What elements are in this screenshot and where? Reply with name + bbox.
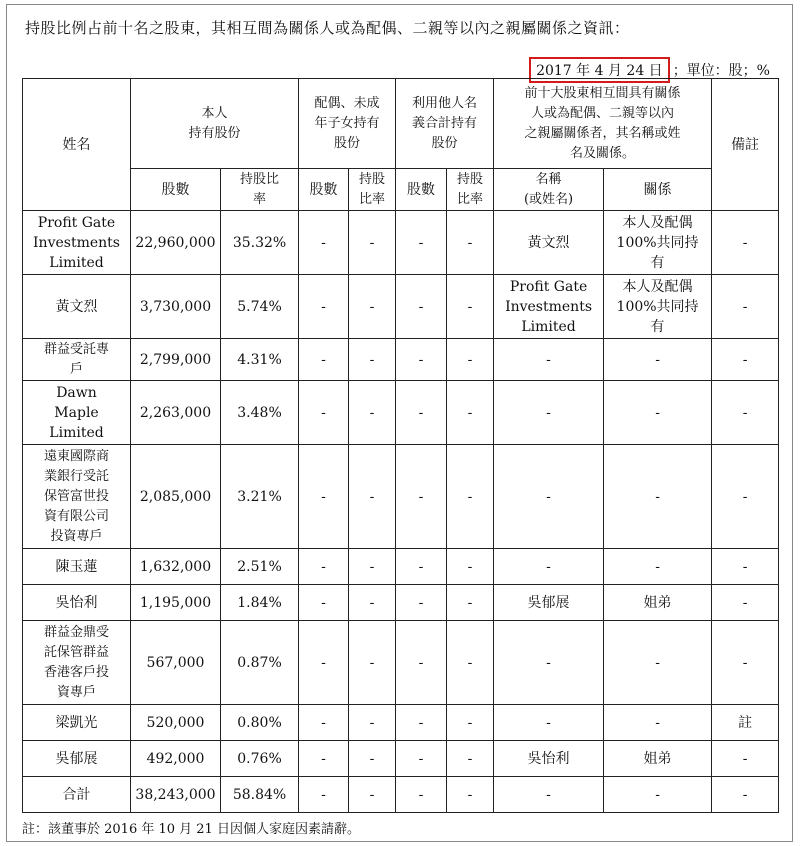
- cell-ratio: 35.32%: [221, 211, 299, 275]
- table-row: [23, 275, 779, 339]
- cell-shares: 3,730,000: [131, 275, 221, 339]
- cell-sp-ratio: -: [349, 445, 396, 549]
- cell-remark: -: [712, 741, 779, 777]
- cell-remark: -: [712, 621, 779, 705]
- cell-shares: 1,632,000: [131, 549, 221, 585]
- cell-rel-name: -: [494, 705, 604, 741]
- cell-sp-shares: -: [299, 381, 349, 445]
- cell-nm-shares: -: [396, 705, 447, 741]
- cell-relation: -: [604, 549, 712, 585]
- cell-ratio: 3.21%: [221, 445, 299, 549]
- date-highlight: 2017 年 4 月 24 日: [529, 57, 670, 83]
- cell-sp-ratio: -: [349, 777, 396, 813]
- cell-name: 陳玉蓮: [23, 549, 131, 585]
- cell-shares: 22,960,000: [131, 211, 221, 275]
- header-name: 姓名: [23, 79, 131, 211]
- cell-name: 吳郁展: [23, 741, 131, 777]
- cell-nm-shares: -: [396, 211, 447, 275]
- header-related: 前十大股東相互間具有關係 人或為配偶、二親等以內 之親屬關係者，其名稱或姓 名及關係。: [494, 79, 712, 169]
- cell-ratio: 3.48%: [221, 381, 299, 445]
- header-self: 本人 持有股份: [131, 79, 299, 169]
- cell-nm-shares: -: [396, 381, 447, 445]
- cell-remark: -: [712, 381, 779, 445]
- table-row: [23, 339, 779, 381]
- cell-nm-shares: -: [396, 621, 447, 705]
- cell-nm-ratio: -: [447, 339, 494, 381]
- cell-sp-shares: -: [299, 741, 349, 777]
- cell-sp-shares: -: [299, 621, 349, 705]
- cell-remark: -: [712, 549, 779, 585]
- cell-nm-ratio: -: [447, 445, 494, 549]
- cell-sp-shares: -: [299, 777, 349, 813]
- cell-remark: -: [712, 211, 779, 275]
- cell-sp-ratio: -: [349, 275, 396, 339]
- cell-rel-name: -: [494, 777, 604, 813]
- cell-nm-ratio: -: [447, 741, 494, 777]
- cell-sp-ratio: -: [349, 705, 396, 741]
- cell-relation: -: [604, 339, 712, 381]
- table-row: [23, 777, 779, 813]
- cell-remark: -: [712, 275, 779, 339]
- cell-relation: -: [604, 381, 712, 445]
- cell-name: 合計: [23, 777, 131, 813]
- cell-sp-shares: -: [299, 445, 349, 549]
- header-related-name: 名稱 (或姓名): [494, 169, 604, 211]
- cell-nm-shares: -: [396, 339, 447, 381]
- cell-relation: -: [604, 445, 712, 549]
- cell-ratio: 0.87%: [221, 621, 299, 705]
- cell-ratio: 5.74%: [221, 275, 299, 339]
- cell-sp-shares: -: [299, 211, 349, 275]
- table-row: [23, 211, 779, 275]
- header-spouse: 配偶、未成 年子女持有 股份: [299, 79, 396, 169]
- header-spouse-ratio: 持股 比率: [349, 169, 396, 211]
- header-relation: 關係: [604, 169, 712, 211]
- cell-name: Profit Gate Investments Limited: [23, 211, 131, 275]
- cell-sp-ratio: -: [349, 381, 396, 445]
- cell-remark: -: [712, 445, 779, 549]
- cell-rel-name: -: [494, 339, 604, 381]
- cell-sp-ratio: -: [349, 741, 396, 777]
- cell-rel-name: -: [494, 621, 604, 705]
- cell-nm-shares: -: [396, 585, 447, 621]
- cell-name: Dawn Maple Limited: [23, 381, 131, 445]
- cell-name: 遠東國際商 業銀行受託 保管富世投 資有限公司 投資專戶: [23, 445, 131, 549]
- cell-name: 梁凱光: [23, 705, 131, 741]
- header-nominee-shares: 股數: [396, 169, 447, 211]
- table-row: [23, 741, 779, 777]
- page-heading: 持股比例占前十名之股東，其相互間為關係人或為配偶、二親等以內之親屬關係之資訊：: [25, 19, 630, 37]
- cell-rel-name: -: [494, 381, 604, 445]
- table-row: [23, 705, 779, 741]
- cell-shares: 520,000: [131, 705, 221, 741]
- cell-sp-shares: -: [299, 549, 349, 585]
- cell-ratio: 4.31%: [221, 339, 299, 381]
- cell-rel-name: -: [494, 445, 604, 549]
- cell-name: 群益受託專 戶: [23, 339, 131, 381]
- cell-name: 群益金鼎受 託保管群益 香港客戶投 資專戶: [23, 621, 131, 705]
- cell-relation: -: [604, 621, 712, 705]
- cell-ratio: 58.84%: [221, 777, 299, 813]
- cell-sp-shares: -: [299, 275, 349, 339]
- cell-relation: 本人及配偶 100%共同持 有: [604, 275, 712, 339]
- cell-sp-ratio: -: [349, 549, 396, 585]
- cell-sp-shares: -: [299, 705, 349, 741]
- cell-name: 黃文烈: [23, 275, 131, 339]
- cell-remark: -: [712, 585, 779, 621]
- cell-sp-ratio: -: [349, 585, 396, 621]
- cell-ratio: 2.51%: [221, 549, 299, 585]
- cell-nm-ratio: -: [447, 621, 494, 705]
- footnote: 註：該董事於 2016 年 10 月 21 日因個人家庭因素請辭。: [22, 822, 360, 837]
- cell-nm-ratio: -: [447, 549, 494, 585]
- cell-sp-ratio: -: [349, 211, 396, 275]
- cell-nm-ratio: -: [447, 381, 494, 445]
- cell-shares: 1,195,000: [131, 585, 221, 621]
- header-remark: 備註: [712, 79, 779, 211]
- cell-nm-shares: -: [396, 549, 447, 585]
- cell-rel-name: 吳郁展: [494, 585, 604, 621]
- cell-shares: 567,000: [131, 621, 221, 705]
- unit-label: ；單位：股；%: [672, 63, 770, 79]
- cell-nm-shares: -: [396, 741, 447, 777]
- cell-nm-ratio: -: [447, 585, 494, 621]
- cell-shares: 38,243,000: [131, 777, 221, 813]
- cell-sp-shares: -: [299, 585, 349, 621]
- cell-rel-name: 黃文烈: [494, 211, 604, 275]
- cell-relation: -: [604, 777, 712, 813]
- header-nominee-ratio: 持股 比率: [447, 169, 494, 211]
- cell-nm-ratio: -: [447, 777, 494, 813]
- cell-nm-shares: -: [396, 445, 447, 549]
- cell-shares: 2,263,000: [131, 381, 221, 445]
- cell-shares: 2,085,000: [131, 445, 221, 549]
- header-nominee: 利用他人名 義合計持有 股份: [396, 79, 494, 169]
- cell-sp-ratio: -: [349, 339, 396, 381]
- cell-rel-name: Profit Gate Investments Limited: [494, 275, 604, 339]
- cell-sp-ratio: -: [349, 621, 396, 705]
- cell-sp-shares: -: [299, 339, 349, 381]
- header-shares: 股數: [131, 169, 221, 211]
- cell-shares: 2,799,000: [131, 339, 221, 381]
- cell-rel-name: -: [494, 549, 604, 585]
- cell-ratio: 0.80%: [221, 705, 299, 741]
- cell-ratio: 0.76%: [221, 741, 299, 777]
- table-row: [23, 549, 779, 585]
- cell-relation: 姐弟: [604, 741, 712, 777]
- shareholder-table: [22, 78, 779, 813]
- table-row: [23, 585, 779, 621]
- cell-name: 吳怡利: [23, 585, 131, 621]
- cell-nm-shares: -: [396, 777, 447, 813]
- header-spouse-shares: 股數: [299, 169, 349, 211]
- cell-relation: 本人及配偶 100%共同持 有: [604, 211, 712, 275]
- cell-relation: 姐弟: [604, 585, 712, 621]
- cell-shares: 492,000: [131, 741, 221, 777]
- cell-nm-ratio: -: [447, 275, 494, 339]
- table-row: [23, 445, 779, 549]
- cell-rel-name: 吳怡利: [494, 741, 604, 777]
- cell-relation: -: [604, 705, 712, 741]
- cell-nm-ratio: -: [447, 211, 494, 275]
- header-ratio: 持股比 率: [221, 169, 299, 211]
- cell-remark: 註: [712, 705, 779, 741]
- cell-nm-shares: -: [396, 275, 447, 339]
- cell-remark: -: [712, 777, 779, 813]
- cell-remark: -: [712, 339, 779, 381]
- cell-nm-ratio: -: [447, 705, 494, 741]
- table-row: [23, 621, 779, 705]
- cell-ratio: 1.84%: [221, 585, 299, 621]
- table-row: [23, 381, 779, 445]
